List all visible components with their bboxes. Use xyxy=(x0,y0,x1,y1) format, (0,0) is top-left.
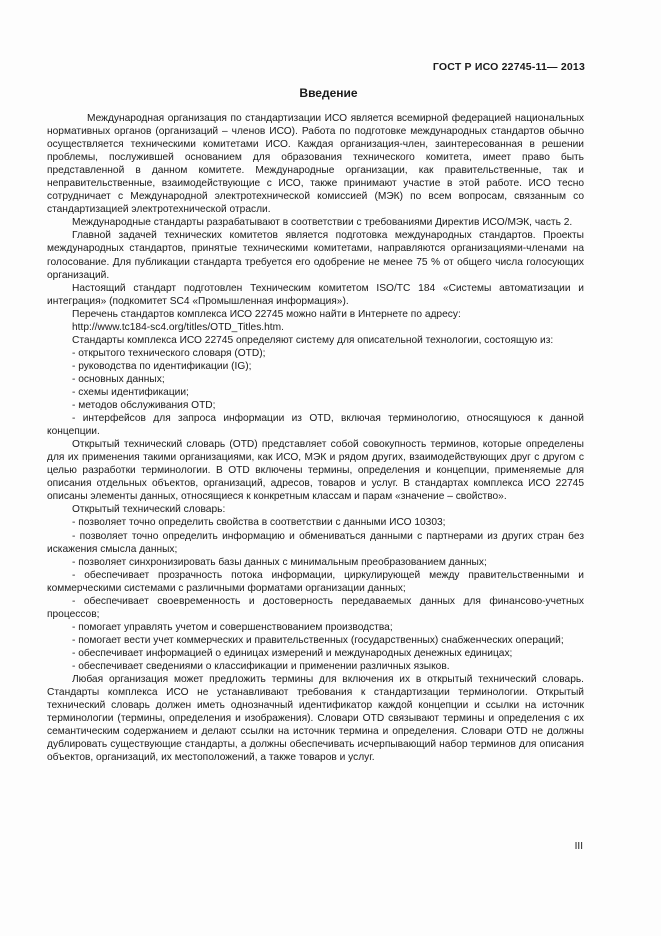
list-item: - обеспечивает информацией о единицах измерений и международных денежных единицах; xyxy=(72,647,513,659)
section-title-text: Введение xyxy=(299,86,358,100)
list-item: - позволяет точно определить информацию и обмениваться данными с партнерами из других стран без искажения смысла данных; xyxy=(47,530,584,555)
standards-list-url: http://www.tc184-sc4.org/titles/OTD_Titles.htm. xyxy=(72,321,284,333)
list-item: - обеспечивает сведениями о классификации и применении различных языков. xyxy=(72,660,450,672)
list-item: - позволяет синхронизировать базы данных с минимальным преобразованием данных; xyxy=(72,556,487,568)
page-number: III xyxy=(574,841,583,852)
paragraph-otd-intro: Открытый технический словарь: xyxy=(72,504,226,516)
list-item: - позволяет точно определить свойства в соответствии с данными ИСО 10303; xyxy=(72,517,446,529)
paragraph-directives: Международные стандарты разрабатывают в соответствии с требованиями Директив ИСО/МЭК, часть 2. xyxy=(72,217,573,229)
paragraph-standards-list: Перечень стандартов комплекса ИСО 22745 можно найти в Интернете по адресу: xyxy=(72,308,461,320)
list-item: - руководства по идентификации (IG); xyxy=(72,360,252,372)
section-title xyxy=(0,86,661,100)
list-item: - схемы идентификации; xyxy=(72,386,189,398)
paragraph-iso-organization: Международная организация по стандартизации ИСО является всемирной федерацией национальных нормативных органов (организаций – членов ИСО). Работа по подготовке международных стандартов обычно осуществляется техническими комитетами ИСО. Каждая организация-член, заинтересованная в решении проблемы, послужившей основанием для образования технического комитета, имеет право быть представленной в данном комитете. Международные организации, как правительственные, так и неправительственные, взаимодействующие с ИСО, также принимают участие в этой работе. ИСО тесно сотрудничает с Международной электротехнической комиссией (МЭК) по всем вопросам, связанным со стандартизацией электротехнической отрасли. xyxy=(47,113,584,216)
list-item: - обеспечивает прозрачность потока информации, циркулирующей между правительственными и коммерческими системами с различными форматами организации данных; xyxy=(47,569,584,594)
list-item: - помогает вести учет коммерческих и правительственных (государственных) снабженческих операций; xyxy=(72,634,564,646)
otd-capabilities-list xyxy=(47,516,584,673)
list-item: - открытого технического словаря (OTD); xyxy=(72,347,266,359)
system-components-list xyxy=(47,347,584,438)
standard-header: ГОСТ Р ИСО 22745-11— 2013 xyxy=(432,61,585,73)
list-item: - основных данных; xyxy=(72,373,165,385)
paragraph-otd-definition: Открытый технический словарь (OTD) представляет собой совокупность терминов, которые определены для их применения такими организациями, как ИСО, МЭК и рядом других, взаимодействующих друг с другом с целью разработки терминологии. В OTD включены термины, определения и концепции, применяемые для описания отдельных объектов, организаций, адресов, товаров и услуг. В стандартах комплекса ИСО 22745 описаны элементы данных, относящиеся к конкретным классам и парам «значение – свойство». xyxy=(47,439,584,503)
list-item: - интерфейсов для запроса информации из OTD, включая терминологию, относящуюся к данной концепции. xyxy=(47,413,584,438)
list-item: - помогает управлять учетом и совершенствованием производства; xyxy=(72,621,393,633)
paragraph-prepared-by: Настоящий стандарт подготовлен Техническим комитетом ISO/TC 184 «Системы автоматизации и интеграция» (подкомитет SC4 «Промышленная информация»). xyxy=(47,282,584,307)
paragraph-terminology-proposal: Любая организация может предложить термины для включения их в открытый технический словарь. Стандарты комплекса ИСО не устанавливают требования к стандартизации терминологии. Открытый технический словарь должен иметь однозначный идентификатор каждой концепции и ссылки на источник терминологии (термины, определения и изображения). Словари OTD связывают термины и определения с их семантическим содержанием и делают ссылки на источник термина и определения. Словари OTD не должны дублировать существующие стандарты, а должны обеспечивать исчерпывающий набор терминов для описания объектов, организаций, их местоположений, а также товаров и услуг. xyxy=(47,674,584,764)
paragraph-system-definition: Стандарты комплекса ИСО 22745 определяют систему для описательной технологии, состоящую из: xyxy=(72,334,554,346)
paragraph-technical-committees: Главной задачей технических комитетов является подготовка международных стандартов. Проекты международных стандартов, принятые техническими комитетами, направляются организациями-членами на голосование. Для публикации стандарта требуется его одобрение не менее 75 % от общего числа голосующих организаций. xyxy=(47,230,584,281)
list-item: - обеспечивает своевременность и достоверность передаваемых данных для финансово-учетных процессов; xyxy=(47,595,584,620)
document-body xyxy=(47,112,584,764)
list-item: - методов обслуживания OTD; xyxy=(72,400,216,412)
